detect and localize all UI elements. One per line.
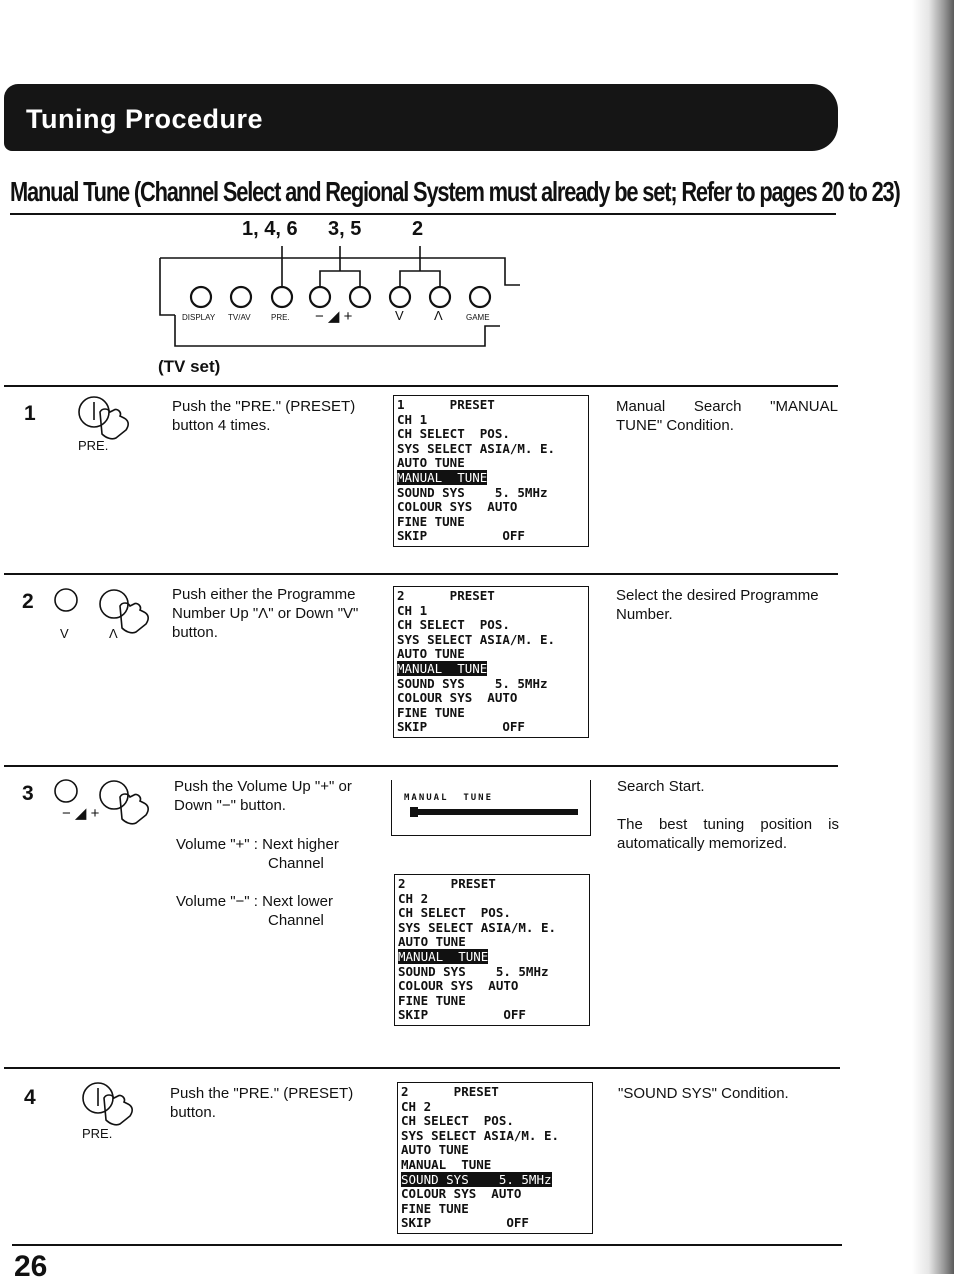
step-3-icon-label: − ◢ + bbox=[62, 805, 100, 822]
step-3-vol-down-label: Volume "−" : Next lower bbox=[176, 893, 333, 910]
manual-tune-bar-box bbox=[391, 780, 591, 836]
game-button bbox=[470, 287, 490, 307]
osd-highlighted-line: MANUAL TUNE bbox=[398, 948, 489, 964]
step-1-osd bbox=[393, 395, 589, 547]
step-1-icon-label: PRE. bbox=[78, 438, 109, 453]
step-1-rule bbox=[4, 385, 838, 387]
osd-line: 2 PRESET bbox=[397, 588, 495, 603]
osd-line: COLOUR SYS AUTO bbox=[401, 1186, 522, 1202]
step-4-rule bbox=[4, 1067, 840, 1069]
osd-line: FINE TUNE bbox=[401, 1200, 469, 1216]
step-3-note-2: The best tuning position is automatically memorized. bbox=[617, 816, 839, 852]
osd-line: CH SELECT POS. bbox=[398, 905, 511, 921]
label-volume: − ◢ + bbox=[315, 308, 353, 325]
volume-down-button bbox=[310, 287, 330, 307]
osd-line: COLOUR SYS AUTO bbox=[397, 499, 518, 515]
pre-button bbox=[272, 287, 292, 307]
step-3-osd bbox=[394, 874, 590, 1026]
osd-line: 2 PRESET bbox=[398, 876, 496, 891]
step-3-number: 3 bbox=[22, 782, 34, 805]
banner-title: Tuning Procedure bbox=[26, 104, 264, 134]
osd-line: CH 1 bbox=[397, 411, 428, 427]
step-4-instruction: Push the "PRE." (PRESET) button. bbox=[170, 1085, 354, 1121]
osd-line: CH SELECT POS. bbox=[401, 1113, 514, 1129]
osd-line: SYS SELECT ASIA/M. E. bbox=[401, 1127, 560, 1143]
step-3-vol-up-label: Volume "+" : Next higher bbox=[176, 836, 339, 853]
osd-line: SKIP OFF bbox=[397, 719, 525, 735]
hand-press-icon bbox=[70, 392, 140, 444]
osd-line: SKIP OFF bbox=[397, 528, 525, 544]
osd-line: SOUND SYS 5. 5MHz bbox=[397, 675, 548, 691]
label-pre: PRE. bbox=[271, 313, 290, 322]
osd-line: SKIP OFF bbox=[398, 1007, 526, 1023]
step-3-vol-up-sub: Channel bbox=[268, 855, 324, 872]
osd-line: SYS SELECT ASIA/M. E. bbox=[397, 440, 556, 456]
osd-line: 1 PRESET bbox=[397, 397, 495, 412]
osd-line: COLOUR SYS AUTO bbox=[397, 690, 518, 706]
step-1-instruction: Push the "PRE." (PRESET) button 4 times. bbox=[172, 398, 356, 434]
tuning-progress-indicator bbox=[410, 807, 418, 817]
page-edge-shadow bbox=[912, 0, 954, 1274]
section-title: Manual Tune (Channel Select and Regional System must already be set; Refer to pages 20 to 23) bbox=[10, 176, 900, 207]
callout-3-5: 3, 5 bbox=[328, 218, 362, 240]
tv-set-caption: (TV set) bbox=[158, 357, 221, 376]
label-tvav: TV/AV bbox=[228, 313, 251, 322]
osd-line: SOUND SYS 5. 5MHz bbox=[397, 484, 548, 500]
osd-line: CH SELECT POS. bbox=[397, 617, 510, 633]
label-down: V bbox=[395, 308, 404, 323]
callout-1-4-6: 1, 4, 6 bbox=[242, 218, 298, 240]
osd-line: SYS SELECT ASIA/M. E. bbox=[397, 631, 556, 647]
tv-panel-diagram bbox=[150, 238, 540, 353]
tvav-button bbox=[231, 287, 251, 307]
step-4-osd bbox=[397, 1082, 593, 1234]
step-3-instruction: Push the Volume Up "+" or Down "−" button. bbox=[174, 778, 352, 814]
step-3-note-1: Search Start. bbox=[617, 778, 705, 795]
volume-up-button bbox=[350, 287, 370, 307]
step-2-number: 2 bbox=[22, 590, 34, 613]
step-2-up-label: Λ bbox=[109, 626, 118, 641]
osd-line: AUTO TUNE bbox=[397, 455, 465, 471]
step-4-number: 4 bbox=[24, 1086, 36, 1109]
step-3-vol-down-sub: Channel bbox=[268, 912, 324, 929]
osd-line: SOUND SYS 5. 5MHz bbox=[398, 963, 549, 979]
label-up: Λ bbox=[434, 308, 443, 323]
osd-line: CH SELECT POS. bbox=[397, 426, 510, 442]
osd-line: COLOUR SYS AUTO bbox=[398, 978, 519, 994]
hand-press-icon bbox=[74, 1078, 144, 1130]
osd-line: FINE TUNE bbox=[397, 513, 465, 529]
osd-line: MANUAL TUNE bbox=[401, 1156, 492, 1172]
step-2-rule bbox=[4, 573, 838, 575]
osd-highlighted-line: MANUAL TUNE bbox=[397, 469, 488, 485]
osd-line: SYS SELECT ASIA/M. E. bbox=[398, 919, 557, 935]
title-underline bbox=[10, 213, 836, 215]
callout-2: 2 bbox=[412, 218, 424, 240]
step-1-note: Manual Search "MANUAL TUNE" Condition. bbox=[616, 398, 838, 434]
page-number: 26 bbox=[14, 1250, 48, 1283]
label-game: GAME bbox=[466, 313, 490, 322]
programme-down-button bbox=[390, 287, 410, 307]
osd-highlighted-line: MANUAL TUNE bbox=[397, 660, 488, 676]
osd-line: FINE TUNE bbox=[397, 704, 465, 720]
step-3-rule bbox=[4, 765, 838, 767]
manual-tune-bar-title: MANUAL TUNE bbox=[404, 793, 494, 803]
step-2-instruction: Push either the Programme Number Up "Λ" or Down "V" button. bbox=[172, 586, 359, 641]
osd-line: 2 PRESET bbox=[401, 1084, 499, 1099]
step-1-number: 1 bbox=[24, 402, 36, 425]
osd-line: AUTO TUNE bbox=[398, 934, 466, 950]
osd-line: FINE TUNE bbox=[398, 992, 466, 1008]
step-2-note: Select the desired Programme Number. bbox=[616, 587, 819, 623]
osd-line: AUTO TUNE bbox=[401, 1142, 469, 1158]
osd-line: CH 1 bbox=[397, 602, 428, 618]
display-button bbox=[191, 287, 211, 307]
osd-line: CH 2 bbox=[398, 890, 429, 906]
osd-highlighted-line: SOUND SYS 5. 5MHz bbox=[401, 1171, 552, 1187]
osd-line: CH 2 bbox=[401, 1098, 432, 1114]
tuning-progress-track bbox=[418, 809, 578, 815]
step-2-osd bbox=[393, 586, 589, 738]
label-display: DISPLAY bbox=[182, 313, 216, 322]
programme-up-button bbox=[430, 287, 450, 307]
osd-line: AUTO TUNE bbox=[397, 646, 465, 662]
step-4-note: "SOUND SYS" Condition. bbox=[618, 1085, 789, 1102]
step-4-icon-label: PRE. bbox=[82, 1126, 113, 1141]
footer-rule bbox=[12, 1244, 842, 1246]
step-2-down-label: V bbox=[60, 626, 69, 641]
osd-line: SKIP OFF bbox=[401, 1215, 529, 1231]
